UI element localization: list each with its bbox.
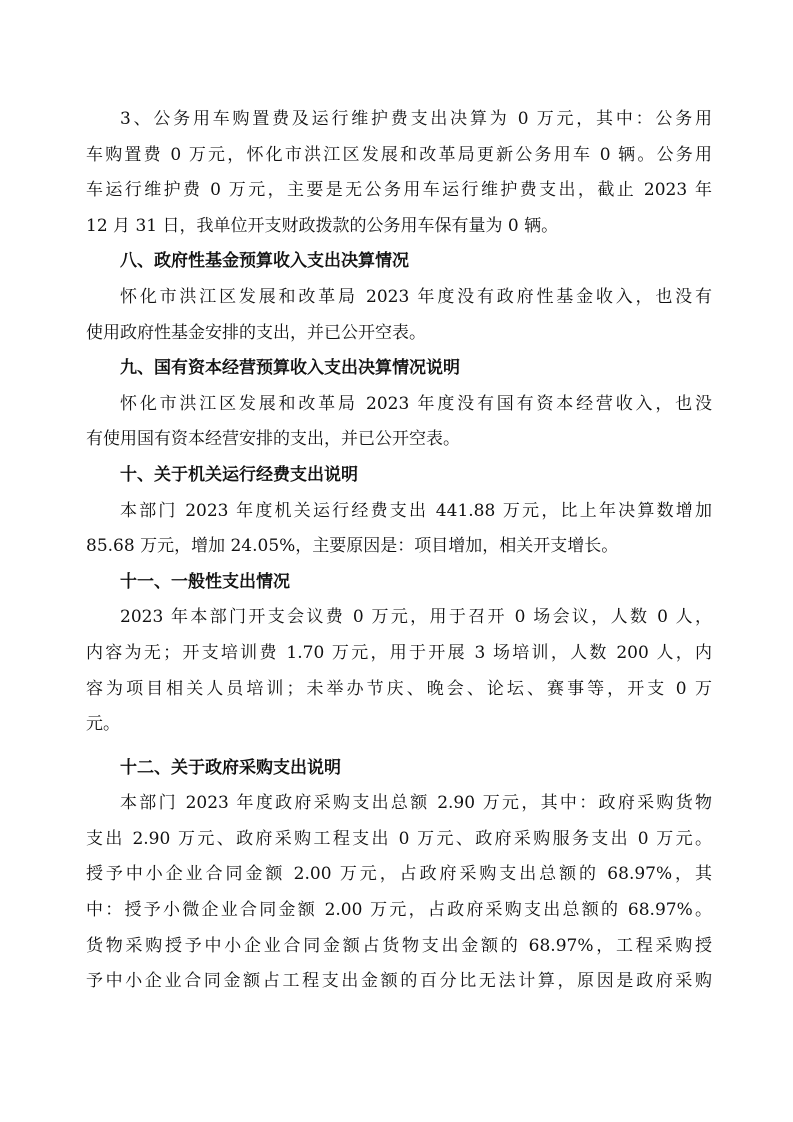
section-heading-10: 十、关于机关运行经费支出说明 (120, 464, 358, 485)
paragraph-line: 授予中小企业合同金额 2.00 万元，占政府采购支出总额的 68.97%，其 (86, 864, 712, 885)
paragraph-government-fund (86, 280, 712, 351)
paragraph-procurement (86, 786, 712, 1000)
paragraph-line: 支出 2.90 万元、政府采购工程支出 0 万元、政府采购服务支出 0 万元。 (86, 828, 712, 849)
paragraph-line: 85.68 万元，增加 24.05%，主要原因是：项目增加，相关开支增长。 (86, 536, 619, 557)
paragraph-line: 予中小企业合同金额占工程支出金额的百分比无法计算，原因是政府采购 (86, 971, 712, 992)
paragraph-line: 怀化市洪江区发展和改革局 2023 年度没有国有资本经营收入，也没 (120, 393, 712, 414)
paragraph-line: 怀化市洪江区发展和改革局 2023 年度没有政府性基金收入，也没有 (120, 286, 712, 307)
paragraph-operating-expenses (86, 494, 712, 565)
paragraph-line: 12 月 31 日，我单位开支财政拨款的公务用车保有量为 0 辆。 (86, 215, 559, 236)
paragraph-line: 本部门 2023 年度机关运行经费支出 441.88 万元，比上年决算数增加 (120, 500, 712, 521)
paragraph-line: 中：授予小微企业合同金额 2.00 万元，占政府采购支出总额的 68.97%。 (86, 900, 712, 921)
paragraph-line: 3、公务用车购置费及运行维护费支出决算为 0 万元，其中：公务用 (120, 109, 712, 129)
paragraph-line: 2023 年本部门开支会议费 0 万元，用于召开 0 场会议，人数 0 人， (120, 607, 712, 628)
paragraph-general-expenses (86, 600, 712, 742)
section-heading-11: 十一、一般性支出情况 (120, 571, 290, 592)
section-heading-9: 九、国有资本经营预算收入支出决算情况说明 (120, 358, 460, 379)
paragraph-line: 本部门 2023 年度政府采购支出总额 2.90 万元，其中：政府采购货物 (120, 793, 712, 814)
paragraph-vehicle-expenses (86, 102, 712, 244)
section-heading-8: 八、政府性基金预算收入支出决算情况 (120, 251, 409, 272)
paragraph-state-capital (86, 387, 712, 458)
paragraph-line: 车运行维护费 0 万元，主要是无公务用车运行维护费支出，截止 2023 年 (86, 180, 712, 201)
paragraph-line: 容为项目相关人员培训；未举办节庆、晚会、论坛、赛事等，开支 0 万 (86, 678, 712, 699)
paragraph-line: 元。 (86, 714, 120, 735)
paragraph-gap (86, 743, 712, 751)
paragraph-line: 货物采购授予中小企业合同金额占货物支出金额的 68.97%，工程采购授 (86, 935, 712, 956)
paragraph-line: 内容为无；开支培训费 1.70 万元，用于开展 3 场培训，人数 200 人，内 (86, 642, 712, 663)
document-body (86, 102, 712, 1000)
paragraph-line: 车购置费 0 万元，怀化市洪江区发展和改革局更新公务用车 0 辆。公务用 (86, 144, 712, 165)
paragraph-line: 使用政府性基金安排的支出，并已公开空表。 (86, 322, 426, 343)
section-heading-12: 十二、关于政府采购支出说明 (120, 757, 341, 778)
paragraph-line: 有使用国有资本经营安排的支出，并已公开空表。 (86, 429, 460, 450)
